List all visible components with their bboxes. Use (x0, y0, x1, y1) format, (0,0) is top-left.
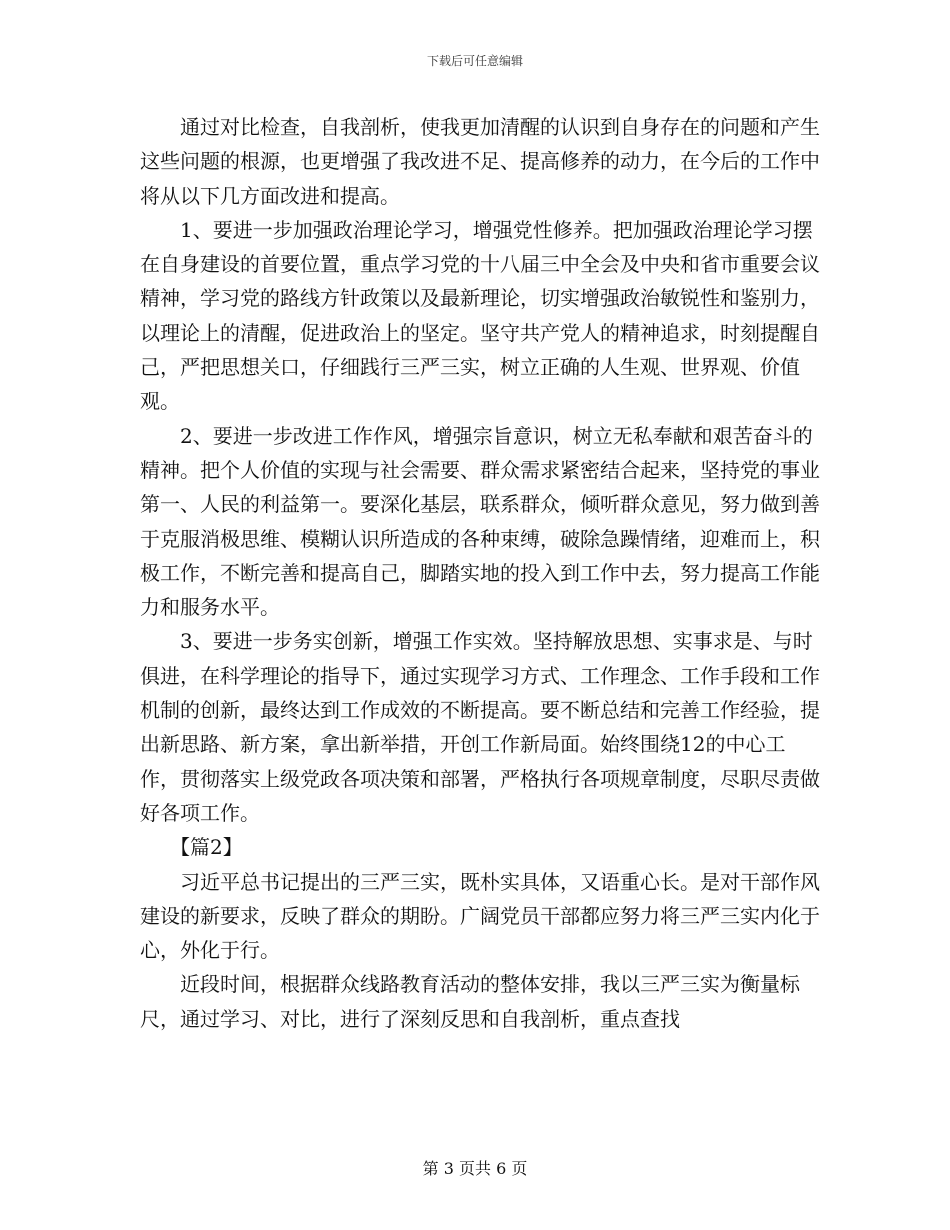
page-footer: 第 3 页共 6 页 (422, 1159, 528, 1178)
paragraph: 习近平总书记提出的三严三实，既朴实具体，又语重心长。是对干部作风建设的新要求，反映了群众的期盼。广阔党员干部都应努力将三严三实内化于心，外化于行。 (140, 869, 820, 963)
paragraph: 2、要进一步改进工作作风，增强宗旨意识，树立无私奉献和艰苦奋斗的精神。把个人价值的实现与社会需要、群众需求紧密结合起来，坚持党的事业第一、人民的利益第一。要深化基层，联系群众，倾听群众意见，努力做到善于克服消极思维、模糊认识所造成的各种束缚，破除急躁情绪，迎难而上，积极工作，不断完善和提高自己，脚踏实地的投入到工作中去，努力提高工作能力和服务水平。 (140, 423, 820, 620)
paragraph: 3、要进一步务实创新，增强工作实效。坚持解放思想、实事求是、与时俱进，在科学理论的指导下，通过实现学习方式、工作理念、工作手段和工作机制的创新，最终达到工作成效的不断提高。要不断总结和完善工作经验，提出新思路、新方案，拿出新举措，开创工作新局面。始终围绕12的中心工作，贯彻落实上级党政各项决策和部署，严格执行各项规章制度，尽职尽责做好各项工作。 (140, 629, 820, 825)
paragraph: 1、要进一步加强政治理论学习，增强党性修养。把加强政治理论学习摆在自身建设的首要位置，重点学习党的十八届三中全会及中央和省市重要会议精神，学习党的路线方针政策以及最新理论，切实增强政治敏锐性和鉴别力，以理论上的清醒，促进政治上的坚定。坚守共产党人的精神追求，时刻提醒自己，严把思想关口，仔细践行三严三实，树立正确的人生观、世界观、价值观。 (140, 217, 820, 414)
paragraph: 近段时间，根据群众线路教育活动的整体安排，我以三严三实为衡量标尺，通过学习、对比，进行了深刻反思和自我剖析，重点查找 (140, 972, 800, 1031)
document-body (140, 110, 820, 1036)
paragraph: 通过对比检查，自我剖析，使我更加清醒的认识到自身存在的问题和产生这些问题的根源，也更增强了我改进不足、提高修养的动力，在今后的工作中将从以下几方面改进和提高。 (140, 115, 820, 208)
section-heading: 【篇2】 (170, 835, 243, 860)
page-header: 下载后可任意编辑 (426, 54, 523, 68)
